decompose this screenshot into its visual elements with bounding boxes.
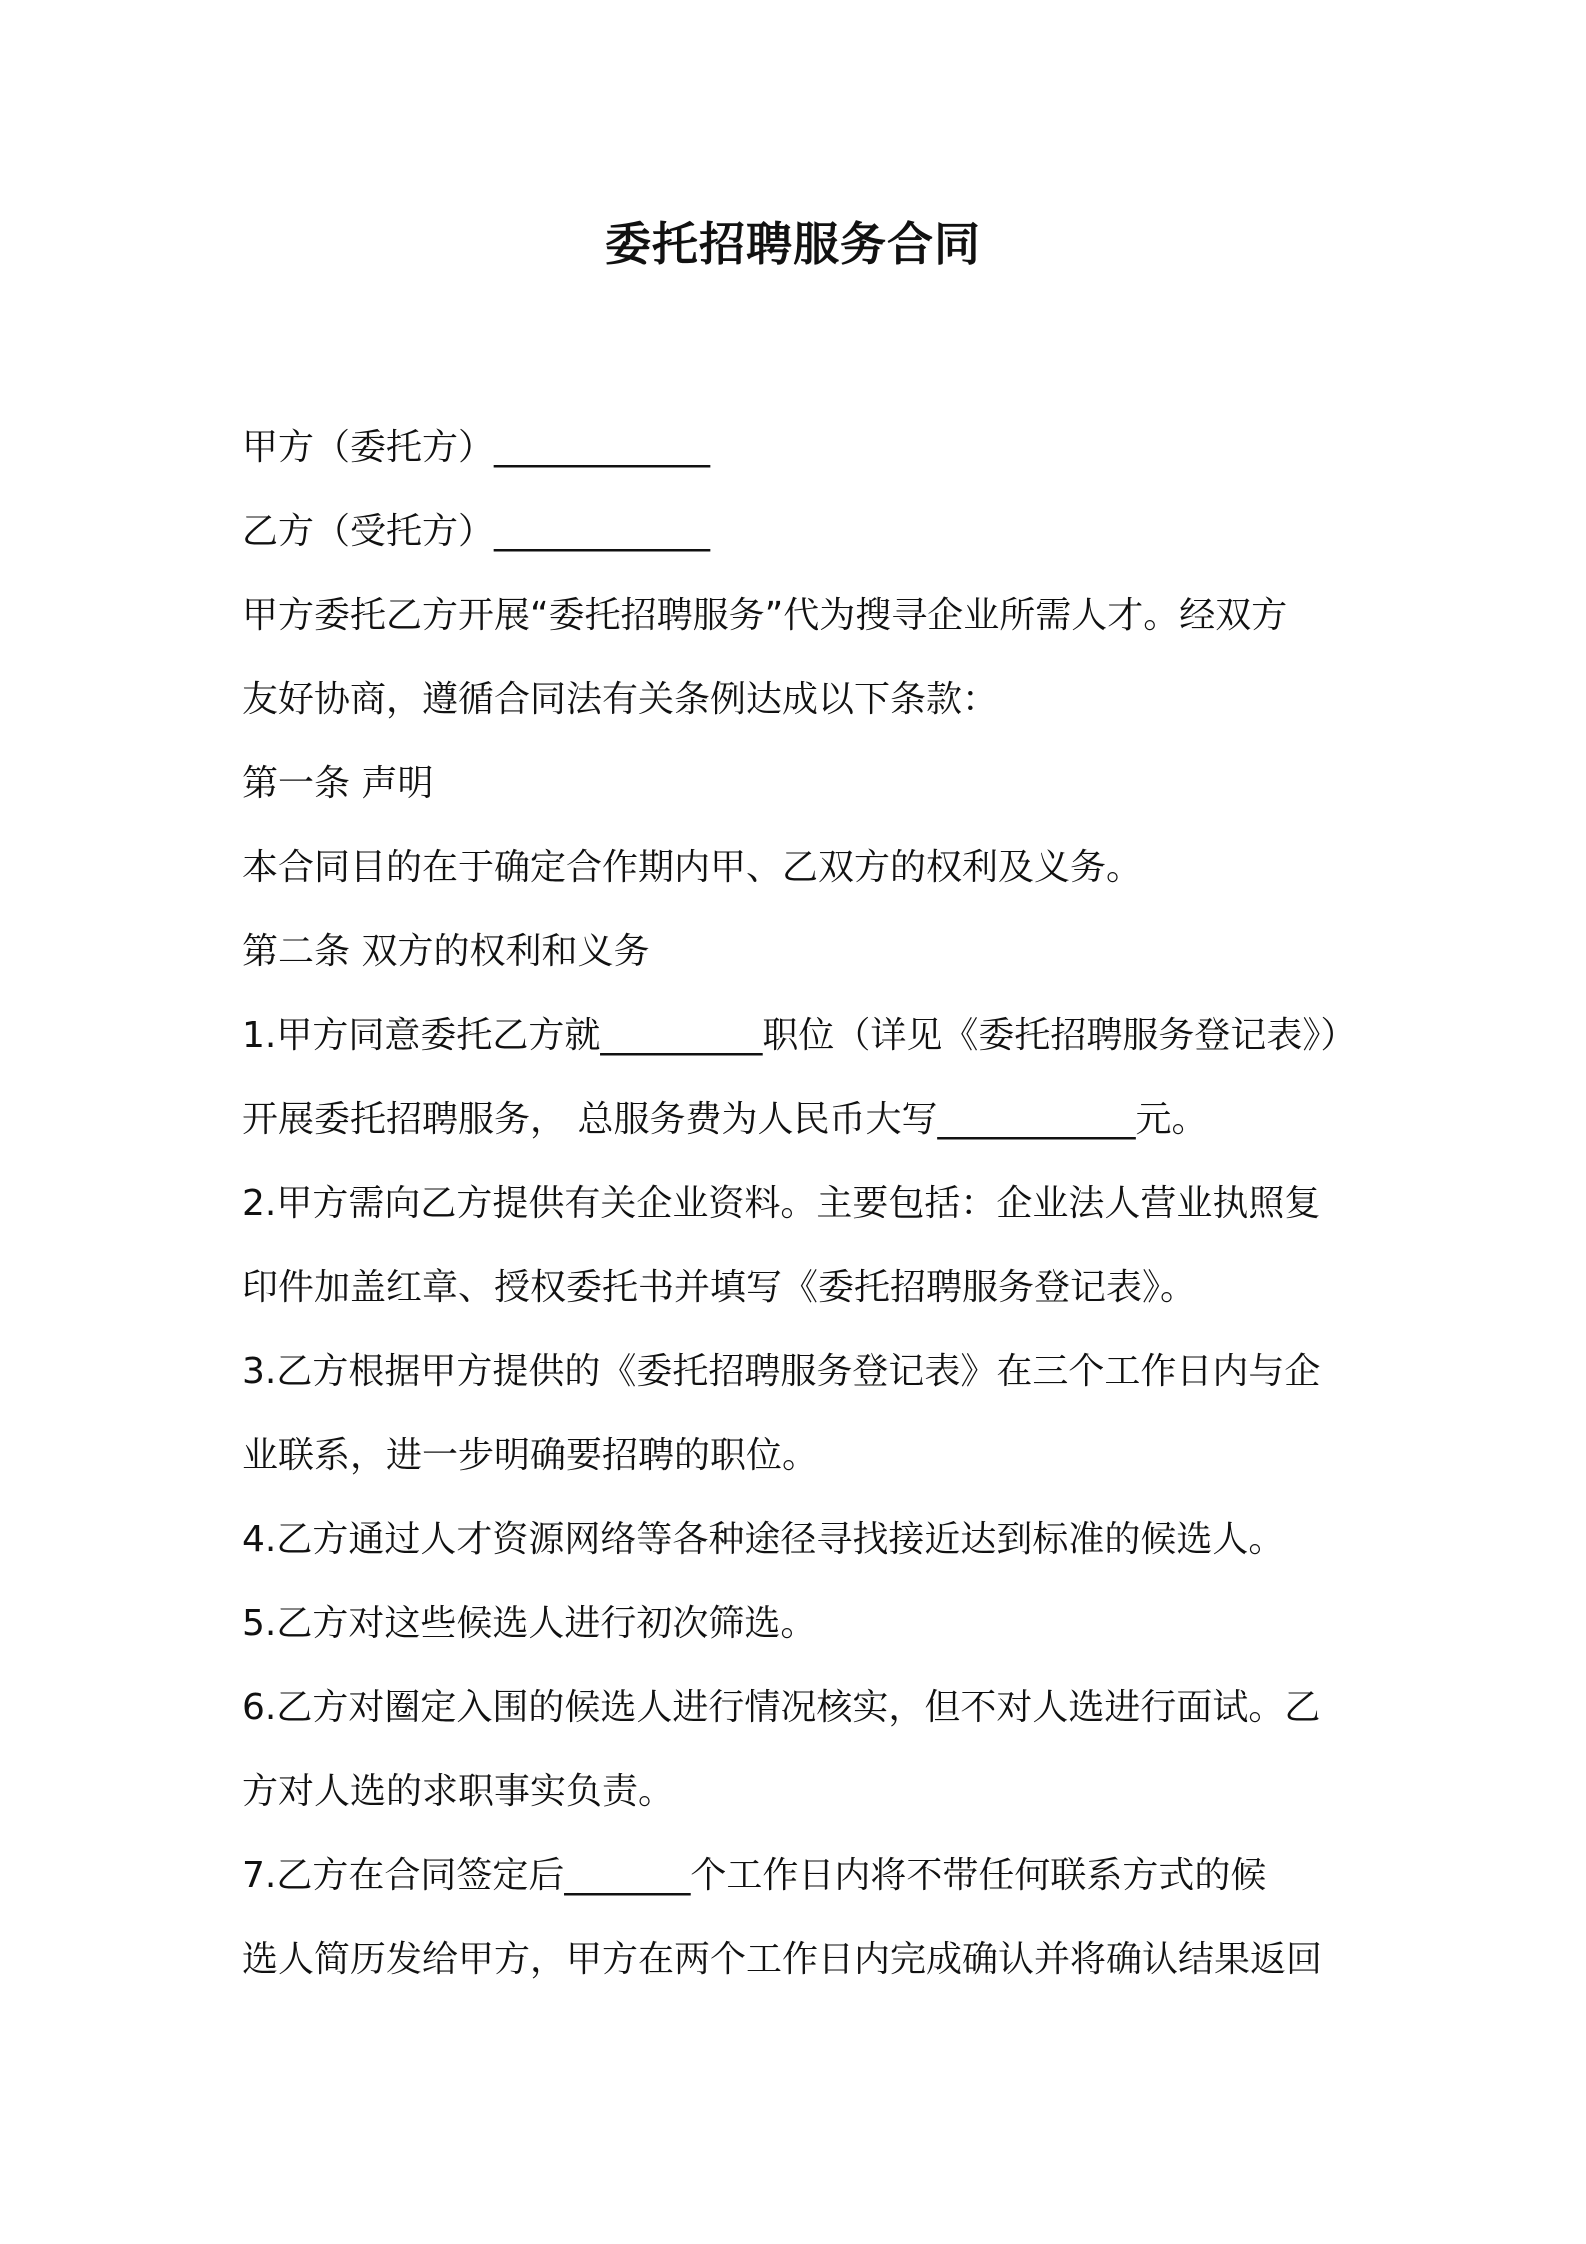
preamble-line: 友好协商，遵循合同法有关条例达成以下条款： [242,679,999,720]
clause-line: 3.乙方根据甲方提供的《委托招聘服务登记表》在三个工作日内与企 [242,1351,1321,1392]
clause-line: 选人简历发给甲方，甲方在两个工作日内完成确认并将确认结果返回 [242,1939,1323,1980]
clause-line: 开展委托招聘服务， 总服务费为人民币大写___________元。 [242,1099,1208,1140]
clause-line: 7.乙方在合同签定后_______个工作日内将不带任何联系方式的候 [242,1855,1267,1896]
clause-line: 1.甲方同意委托乙方就_________职位（详见《委托招聘服务登记表》） [242,1015,1357,1056]
paragraph-line: 本合同目的在于确定合作期内甲、乙双方的权利及义务。 [242,847,1143,888]
preamble-line: 甲方委托乙方开展“委托招聘服务”代为搜寻企业所需人才。经双方 [242,595,1288,636]
clause-line: 印件加盖红章、授权委托书并填写《委托招聘服务登记表》。 [242,1267,1197,1308]
clause-line: 方对人选的求职事实负责。 [242,1771,675,1812]
article-heading: 第一条 声明 [242,763,434,804]
clause-line: 6.乙方对圈定入围的候选人进行情况核实，但不对人选进行面试。乙 [242,1687,1321,1728]
article-heading: 第二条 双方的权利和义务 [242,931,650,972]
party-b-line: 乙方（受托方）____________ [242,511,711,552]
party-a-line: 甲方（委托方）____________ [242,427,711,468]
clause-line: 4.乙方通过人才资源网络等各种途径寻找接近达到标准的候选人。 [242,1519,1285,1560]
clause-line: 业联系，进一步明确要招聘的职位。 [242,1435,819,1476]
document-title: 委托招聘服务合同 [605,217,981,271]
document-body [242,406,1362,2002]
clause-line: 5.乙方对这些候选人进行初次筛选。 [242,1603,817,1644]
clause-line: 2.甲方需向乙方提供有关企业资料。主要包括：企业法人营业执照复 [242,1183,1321,1224]
